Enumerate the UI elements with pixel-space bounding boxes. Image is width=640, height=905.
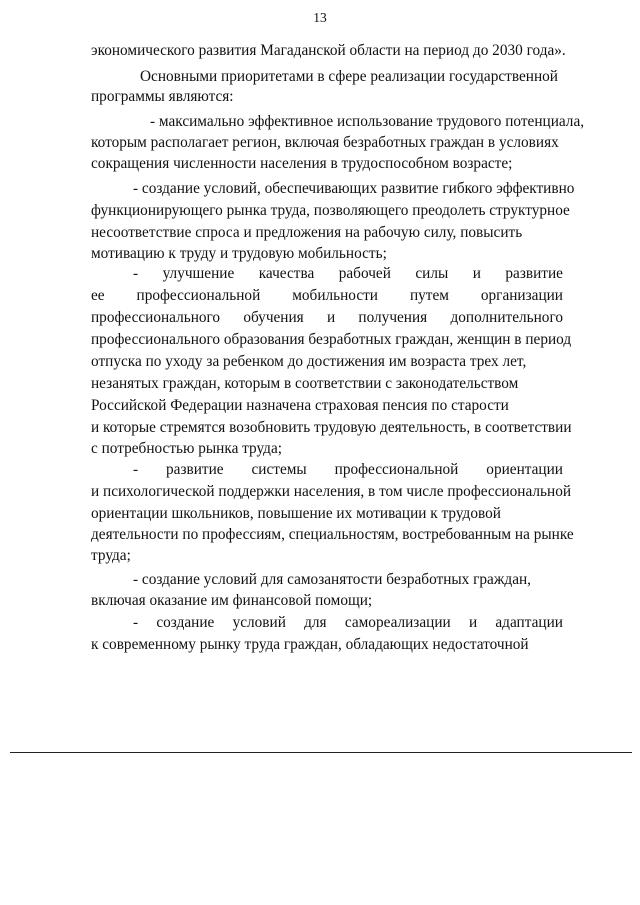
text-line: труда; [91,547,131,564]
text-fragment: системы [251,461,307,478]
text-fragment: ориентации [486,461,563,478]
text-line: включая оказание им финансовой помощи; [91,592,373,609]
text-fragment: для [304,614,327,631]
text-fragment: получения [358,309,428,326]
text-line: которым располагает регион, включая безработных граждан в условиях [91,134,559,151]
text-fragment: улучшение [162,265,235,282]
text-fragment: создание [156,614,215,631]
text-line: несоответствие спроса и предложения на рабочую силу, повысить [91,224,523,241]
text-line [133,614,563,632]
text-fragment: развитие [166,461,224,478]
text-fragment: - [133,614,139,631]
text-line: - максимально эффективное использование трудового потенциала, [150,113,585,130]
text-line [91,287,563,305]
footer-divider [10,752,632,753]
text-line: профессионального образования безработных граждан, женщин в период [91,331,572,348]
text-fragment: самореализации [344,614,451,631]
text-line [140,68,563,86]
text-fragment: и [468,614,478,631]
text-line: и которые стремятся возобновить трудовую деятельность, в соответствии [91,419,572,436]
text-line: мотивацию к труду и трудовую мобильность; [91,245,387,262]
text-fragment: ее [91,287,105,304]
text-fragment: развитие [505,265,563,282]
text-line: ориентации школьников, повышение их мотивации к трудовой [91,505,501,522]
text-fragment: профессиональной [136,287,261,304]
text-fragment: качества [258,265,315,282]
text-line: программы являются: [91,88,234,105]
text-fragment: силы [415,265,449,282]
text-line [91,309,563,327]
text-fragment: дополнительного [450,309,563,326]
text-line: незанятых граждан, которым в соответствии с законодательством [91,375,519,392]
text-line: деятельности по профессиям, специальностям, востребованным на рынке [91,526,574,543]
text-fragment: и [326,309,336,326]
text-fragment: адаптации [495,614,563,631]
page-number: 13 [313,10,327,25]
text-line: экономического развития Магаданской области на период до 2030 года». [91,42,566,59]
text-line: - создание условий, обеспечивающих развитие гибкого эффективно [133,180,575,197]
text-line: функционирующего рынка труда, позволяющего преодолеть структурное [91,202,570,219]
text-line: отпуска по уходу за ребенком до достижения им возраста трех лет, [91,353,527,370]
text-fragment: организации [480,287,563,304]
text-fragment: и [472,265,481,282]
text-line: сокращения численности населения в трудоспособном возрасте; [91,155,513,172]
text-line [133,461,563,479]
text-fragment: профессиональной [334,461,459,478]
text-fragment: обучения [243,309,304,326]
text-line [133,265,563,283]
text-fragment: - [133,461,139,478]
text-fragment: условий [232,614,286,631]
text-fragment: - [133,265,139,282]
text-line: с потребностью рынка труда; [91,440,283,457]
text-fragment: мобильности [292,287,378,304]
text-line: - создание условий для самозанятости безработных граждан, [133,571,531,588]
text-line: и психологической поддержки населения, в том числе профессиональной [91,483,572,500]
text-fragment: путем [409,287,449,304]
text-line: к современному рынку труда граждан, обладающих недостаточной [91,636,529,653]
text-line: Российской Федерации назначена страховая пенсия по старости [91,397,509,414]
text-fragment: Основными приоритетами в сфере реализации государственной [140,68,558,85]
text-fragment: рабочей [338,265,391,282]
text-fragment: профессионального [91,309,221,326]
